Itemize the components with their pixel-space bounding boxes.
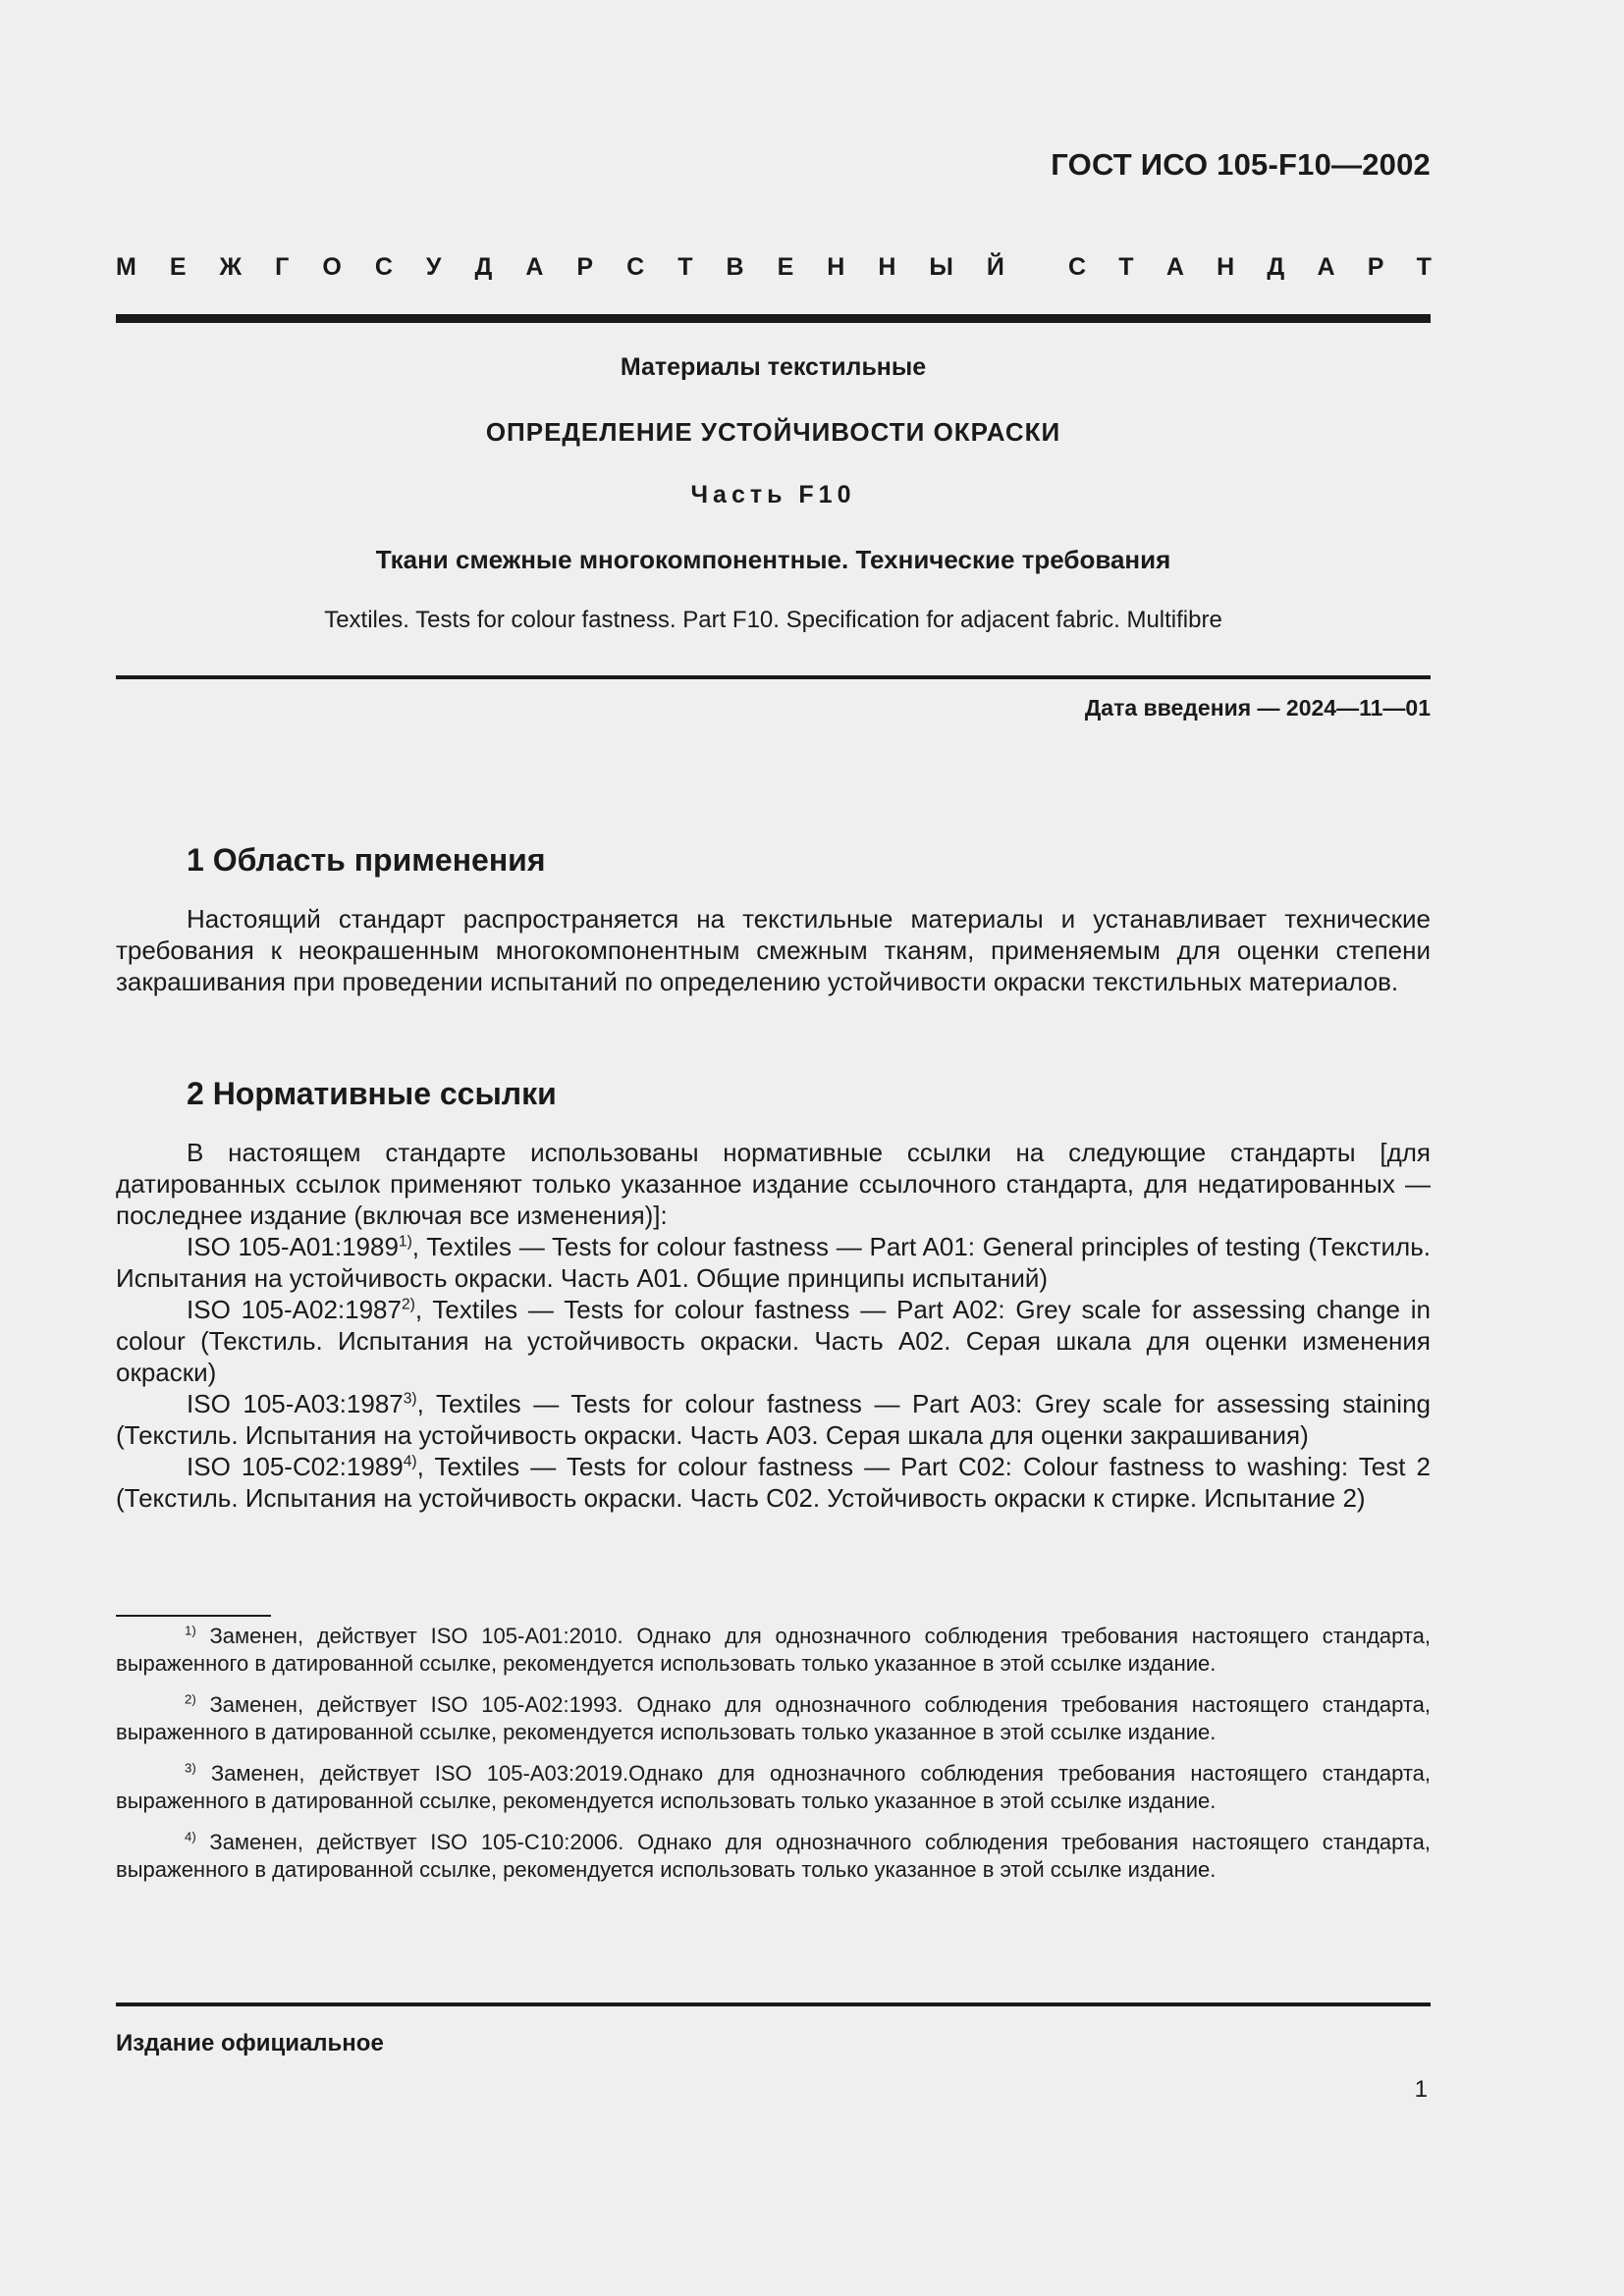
footnote-text: Заменен, действует ISO 105-A03:2019.Однако для однозначного соблюдения требования настоящего стандарта, выраженного в датированной ссылке, рекомендуется использовать только указанное в этой ссылке издание. xyxy=(116,1761,1431,1813)
footnote-mark: 4) xyxy=(403,1453,417,1470)
letter: С xyxy=(1068,253,1087,281)
letter: Н xyxy=(1217,253,1235,281)
reference-item xyxy=(116,1294,1431,1388)
letter: О xyxy=(322,253,342,281)
footnote-mark: 2) xyxy=(185,1691,196,1707)
letter: Т xyxy=(1416,253,1432,281)
title-divider xyxy=(116,675,1431,679)
reference-item xyxy=(116,1231,1431,1294)
title-part: Часть F10 xyxy=(690,481,856,508)
letter: Й xyxy=(986,253,1004,281)
footnote xyxy=(116,1760,1431,1815)
footnote xyxy=(116,1829,1431,1884)
section-2-intro: В настоящем стандарте использованы нормативные ссылки на следующие стандарты [для датированных ссылок применяют только указанное издание ссылочного стандарта, для недатированных — последнее издание (включая все изменения)]: xyxy=(116,1138,1431,1230)
title-subtitle: Ткани смежные многокомпонентные. Технические требования xyxy=(375,545,1171,574)
letter: А xyxy=(1317,253,1335,281)
section-1-heading: 1 Область применения xyxy=(187,842,546,878)
header-thick-divider xyxy=(116,314,1431,323)
letter: А xyxy=(1165,253,1184,281)
document-code: ГОСТ ИСО 105-F10—2002 xyxy=(1051,147,1431,182)
letter: Р xyxy=(1367,253,1384,281)
footnote-separator xyxy=(116,1615,271,1617)
footnotes xyxy=(116,1623,1431,1897)
title-materials: Материалы текстильные xyxy=(620,353,927,381)
letter: Ж xyxy=(219,253,243,281)
reference-code: ISO 105-C02:1989 xyxy=(187,1452,404,1481)
letter: В xyxy=(726,253,744,281)
footnote-mark: 3) xyxy=(185,1760,196,1776)
letter: М xyxy=(116,253,136,281)
reference-item xyxy=(116,1388,1431,1451)
footnote-mark: 3) xyxy=(403,1390,417,1408)
footer-divider xyxy=(116,2002,1431,2006)
section-2-heading: 2 Нормативные ссылки xyxy=(187,1076,557,1111)
footnote-mark: 1) xyxy=(185,1623,196,1638)
section-1-body xyxy=(116,903,1431,997)
section-1-paragraph: Настоящий стандарт распространяется на текстильные материалы и устанавливает технические требования к неокрашенным многокомпонентным смежным тканям, применяемым для оценки степени закрашивания при проведении испытаний по определению устойчивости окраски текстильных материалов. xyxy=(116,904,1431,996)
page-number: 1 xyxy=(1414,2076,1428,2103)
letter: Н xyxy=(878,253,896,281)
letter: А xyxy=(525,253,544,281)
footnote-mark: 1) xyxy=(398,1233,412,1251)
title-english: Textiles. Tests for colour fastness. Part F10. Specification for adjacent fabric. Multifibre xyxy=(324,607,1222,633)
letter: Т xyxy=(1118,253,1134,281)
footnote-text: Заменен, действует ISO 105-C10:2006. Однако для однозначного соблюдения требования настоящего стандарта, выраженного в датированной ссылке, рекомендуется использовать только указанное в этой ссылке издание. xyxy=(116,1830,1431,1882)
letter: С xyxy=(626,253,645,281)
footnote-text: Заменен, действует ISO 105-A02:1993. Однако для однозначного соблюдения требования настоящего стандарта, выраженного в датированной ссылке, рекомендуется использовать только указанное в этой ссылке издание. xyxy=(116,1692,1431,1744)
letter: С xyxy=(374,253,393,281)
letter: Н xyxy=(827,253,845,281)
banner-word-standard xyxy=(1068,253,1432,282)
letter: Ы xyxy=(929,253,953,281)
footnote xyxy=(116,1623,1431,1678)
reference-code: ISO 105-A02:1987 xyxy=(187,1295,402,1324)
letter: Д xyxy=(1267,253,1285,281)
letter: У xyxy=(425,253,442,281)
footnote xyxy=(116,1691,1431,1746)
reference-text: , Textiles — Tests for colour fastness — Part C02: Colour fastness to washing: Test 2 (Текстиль. Испытания на устойчивость окраски. Часть С02. Устойчивость окраски к стирке. Испытание 2) xyxy=(116,1452,1432,1513)
reference-text: , Textiles — Tests for colour fastness — Part A02: Grey scale for assessing change in colour (Текстиль. Испытания на устойчивость окраски. Часть А02. Серая шкала для оценки изменения окраски) xyxy=(116,1295,1431,1387)
reference-item xyxy=(116,1451,1431,1514)
footnote-mark: 4) xyxy=(185,1829,196,1844)
letter: Т xyxy=(677,253,693,281)
interstate-standard-banner xyxy=(116,253,1432,282)
letter: Г xyxy=(275,253,290,281)
official-edition-label: Издание официальное xyxy=(116,2030,384,2056)
letter: Е xyxy=(169,253,187,281)
reference-text: , Textiles — Tests for colour fastness — Part A01: General principles of testing (Текстиль. Испытания на устойчивость окраски. Часть А01. Общие принципы испытаний) xyxy=(116,1232,1431,1293)
letter: Р xyxy=(576,253,594,281)
reference-code: ISO 105-A03:1987 xyxy=(187,1389,404,1418)
introduction-date: Дата введения — 2024—11—01 xyxy=(1084,695,1431,721)
reference-text: , Textiles — Tests for colour fastness — Part A03: Grey scale for assessing staining (Текстиль. Испытания на устойчивость окраски. Часть А03. Серая шкала для оценки закрашивания) xyxy=(116,1389,1431,1450)
footnote-text: Заменен, действует ISO 105-A01:2010. Однако для однозначного соблюдения требования настоящего стандарта, выраженного в датированной ссылке, рекомендуется использовать только указанное в этой ссылке издание. xyxy=(116,1624,1431,1676)
section-2-body xyxy=(116,1137,1431,1514)
banner-word-interstate xyxy=(116,253,1004,282)
letter: Д xyxy=(474,253,493,281)
letter: Е xyxy=(777,253,794,281)
reference-code: ISO 105-A01:1989 xyxy=(187,1232,399,1261)
title-main: ОПРЕДЕЛЕНИЕ УСТОЙЧИВОСТИ ОКРАСКИ xyxy=(485,417,1061,447)
footnote-mark: 2) xyxy=(401,1296,415,1313)
